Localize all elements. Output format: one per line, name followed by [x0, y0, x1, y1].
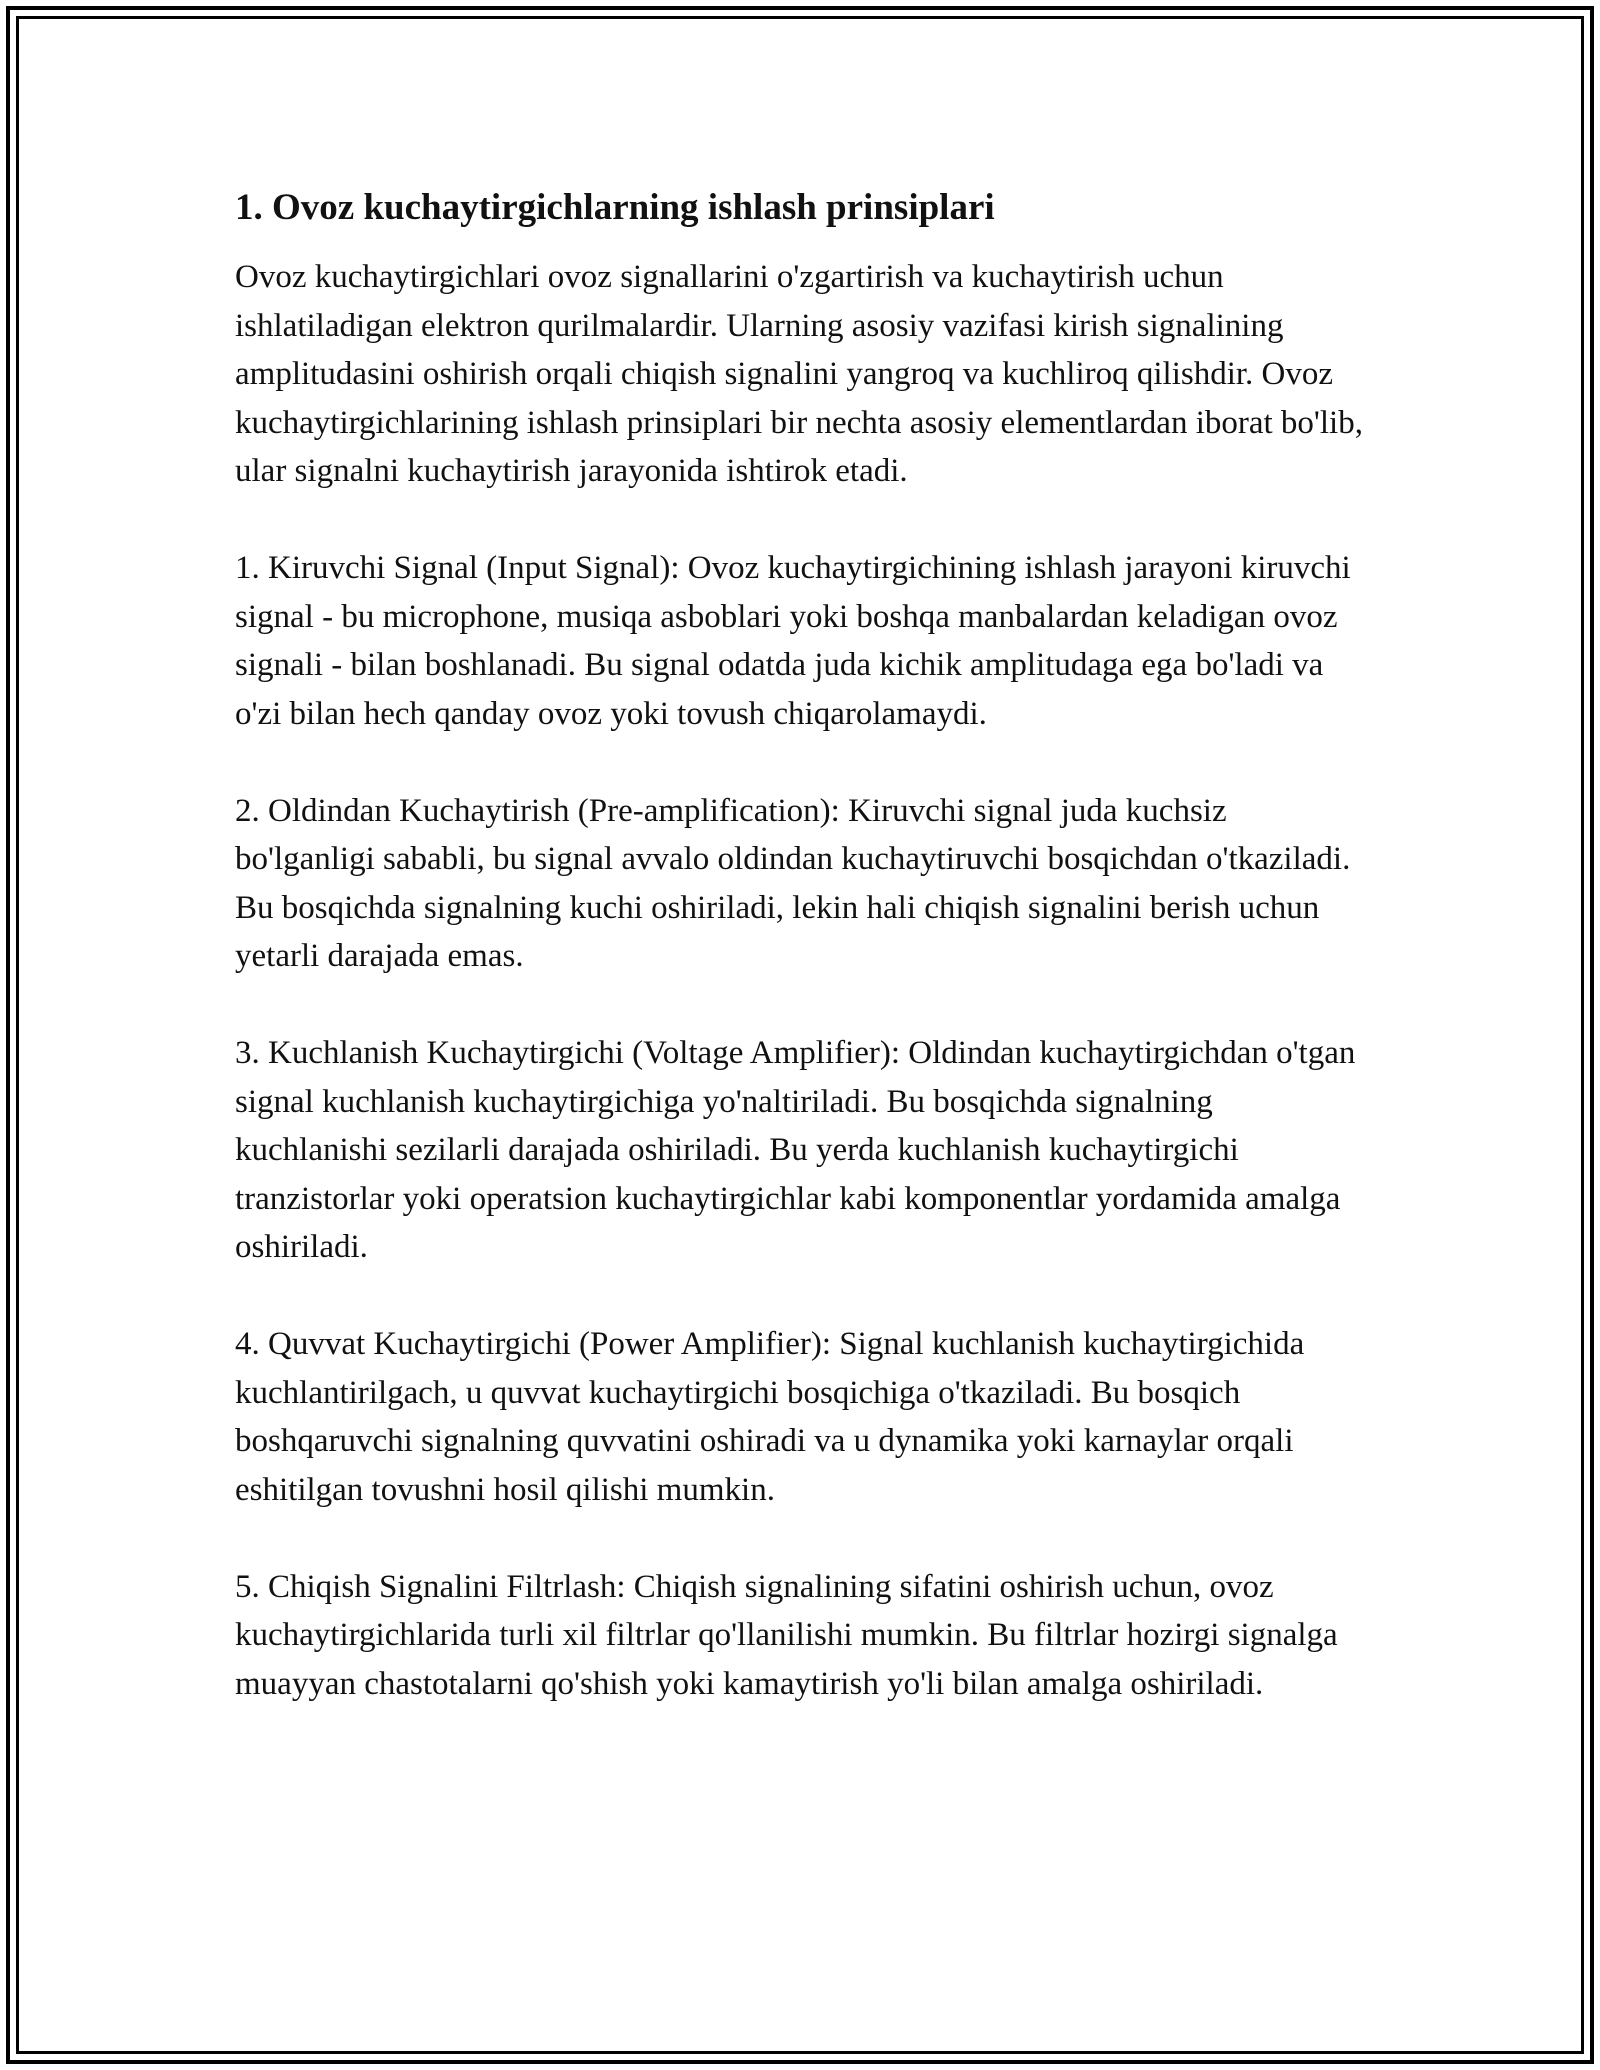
paragraph-input-signal: 1. Kiruvchi Signal (Input Signal): Ovoz kuchaytirgichining ishlash jarayoni kiruvchi signal - bu microphone, musiqa asboblari yoki boshqa manbalardan keladigan ovoz signali - bilan boshlanadi. Bu signal odatda juda kichik amplitudaga ega bo'ladi va o'zi bilan hech qanday ovoz yoki tovush chiqarolamaydi.	[235, 550, 1351, 732]
document-title: 1. Ovoz kuchaytirgichlarning ishlash prinsiplari	[235, 187, 995, 228]
paragraph-output-filtering: 5. Chiqish Signalini Filtrlash: Chiqish signalining sifatini oshirish uchun, ovoz kuchaytirgichlarida turli xil filtrlar qo'llanilishi mumkin. Bu filtrlar hozirgi signalga muayyan chastotalarni qo'shish yoki kamaytirish yo'li bilan amalga oshiriladi.	[235, 1568, 1338, 1702]
document-body	[235, 185, 1365, 1757]
paragraph-power-amplifier: 4. Quvvat Kuchaytirgichi (Power Amplifier): Signal kuchlanish kuchaytirgichida kuchlantirilgach, u quvvat kuchaytirgichi bosqichiga o'tkaziladi. Bu bosqich boshqaruvchi signalning quvvatini oshiradi va u dynamika yoki karnaylar orqali eshitilgan tovushni hosil qilishi mumkin.	[235, 1326, 1305, 1508]
intro-paragraph: Ovoz kuchaytirgichlari ovoz signallarini o'zgartirish va kuchaytirish uchun ishlatiladigan elektron qurilmalardir. Ularning asosiy vazifasi kirish signalining amplitudasini oshirish orqali chiqish signalini yangroq va kuchliroq qilishdir. Ovoz kuchaytirgichlarining ishlash prinsiplari bir nechta asosiy elementlardan iborat bo'lib, ular signalni kuchaytirish jarayonida ishtirok etadi.	[235, 259, 1363, 489]
paragraph-voltage-amplifier: 3. Kuchlanish Kuchaytirgichi (Voltage Amplifier): Oldindan kuchaytirgichdan o'tgan signal kuchlanish kuchaytirgichiga yo'naltiriladi. Bu bosqichda signalning kuchlanishi sezilarli darajada oshiriladi. Bu yerda kuchlanish kuchaytirgichi tranzistorlar yoki operatsion kuchaytirgichlar kabi komponentlar yordamida amalga oshiriladi.	[235, 1035, 1356, 1265]
paragraph-pre-amplification: 2. Oldindan Kuchaytirish (Pre-amplification): Kiruvchi signal juda kuchsiz bo'lganligi sababli, bu signal avvalo oldindan kuchaytiruvchi bosqichdan o'tkaziladi. Bu bosqichda signalning kuchi oshiriladi, lekin hali chiqish signalini berish uchun yetarli darajada emas.	[235, 792, 1351, 974]
